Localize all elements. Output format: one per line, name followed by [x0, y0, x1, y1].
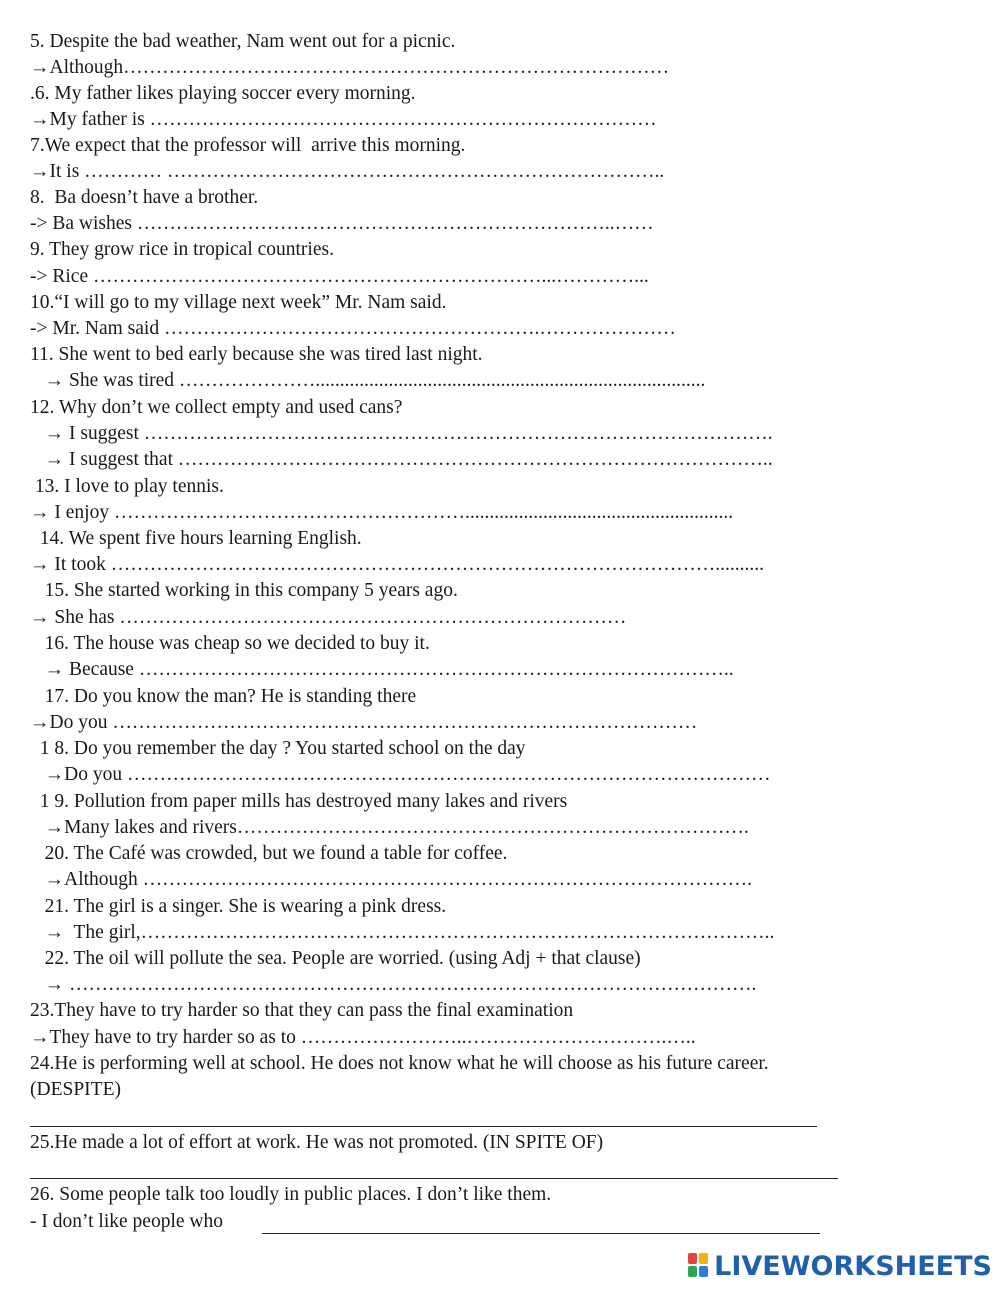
answer-18[interactable]: →Do you ……………………………………………………………………………………… — [30, 764, 771, 785]
question-20: 20. The Café was crowded, but we found a table for coffee. — [30, 843, 508, 864]
answer-21[interactable]: → The girl,…………………………………………………………………………………….. — [30, 922, 775, 943]
question-7: 7.We expect that the professor will arrive this morning. — [30, 135, 466, 156]
question-18: 1 8. Do you remember the day ? You started school on the day — [30, 738, 526, 759]
answer-7[interactable]: →It is ………… ………………………………………………………………….. — [30, 161, 665, 182]
answer-25-blank[interactable] — [30, 1178, 838, 1179]
answer-16[interactable]: → Because ……………………………………………………………………………….. — [30, 659, 734, 680]
question-8: 8. Ba doesn’t have a brother. — [30, 187, 259, 208]
question-24-hint: (DESPITE) — [30, 1079, 121, 1100]
question-5: 5. Despite the bad weather, Nam went out for a picnic. — [30, 31, 456, 52]
answer-26-blank[interactable] — [262, 1233, 820, 1234]
question-11: 11. She went to bed early because she was tired last night. — [30, 344, 483, 365]
question-16: 16. The house was cheap so we decided to buy it. — [30, 633, 430, 654]
answer-13[interactable]: → I enjoy ………………………………………………....................................................... — [30, 502, 734, 523]
answer-9[interactable]: -> Rice ……………………………………………………………...…………... — [30, 266, 649, 287]
question-19: 1 9. Pollution from paper mills has destroyed many lakes and rivers — [30, 791, 568, 812]
question-25: 25.He made a lot of effort at work. He was not promoted. (IN SPITE OF) — [30, 1132, 604, 1153]
answer-17[interactable]: →Do you ……………………………………………………………………………… — [30, 712, 698, 733]
question-26: 26. Some people talk too loudly in public places. I don’t like them. — [30, 1184, 552, 1205]
question-24: 24.He is performing well at school. He does not know what he will choose as his future career. — [30, 1053, 769, 1074]
answer-26-prompt: - I don’t like people who — [30, 1211, 228, 1232]
question-12: 12. Why don’t we collect empty and used cans? — [30, 397, 403, 418]
liveworksheets-logo — [688, 1249, 992, 1283]
answer-6[interactable]: →My father is …………………………………………………………………… — [30, 109, 657, 130]
answer-24-blank[interactable] — [30, 1126, 817, 1127]
answer-15[interactable]: → She has …………………………………………………………………… — [30, 607, 627, 628]
liveworksheets-wordmark: LIVEWORKSHEETS — [714, 1250, 992, 1282]
answer-20[interactable]: →Although …………………………………………………………………………………. — [30, 869, 753, 890]
question-15: 15. She started working in this company 5 years ago. — [30, 580, 458, 601]
answer-22[interactable]: → ……………………………………………………………………………………………. — [30, 974, 757, 995]
answer-8[interactable]: -> Ba wishes ………………………………………………………………..…… — [30, 213, 654, 234]
answer-23[interactable]: →They have to try harder so as to ……………………..………………………….….. — [30, 1027, 696, 1048]
answer-14[interactable]: → It took ………………………………………………………………………………….......... — [30, 554, 764, 575]
question-6: .6. My father likes playing soccer every morning. — [30, 83, 416, 104]
answer-19[interactable]: →Many lakes and rivers……………………………………………………………………. — [30, 817, 749, 838]
answer-10[interactable]: -> Mr. Nam said ………………………………………………….………………… — [30, 318, 676, 339]
liveworksheets-icon — [688, 1253, 710, 1279]
question-13: 13. I love to play tennis. — [30, 476, 224, 497]
question-9: 9. They grow rice in tropical countries. — [30, 239, 334, 260]
question-22: 22. The oil will pollute the sea. People are worried. (using Adj + that clause) — [30, 948, 641, 969]
answer-12b[interactable]: → I suggest that ……………………………………………………………………………….. — [30, 449, 773, 470]
answer-11[interactable]: → She was tired …………………................................................................................ — [30, 370, 706, 391]
question-14: 14. We spent five hours learning English. — [30, 528, 362, 549]
answer-12a[interactable]: → I suggest ……………………………………………………………………………………. — [30, 423, 773, 444]
answer-5[interactable]: →Although………………………………………………………………………… — [30, 57, 670, 78]
question-10: 10.“I will go to my village next week” Mr. Nam said. — [30, 292, 447, 313]
question-17: 17. Do you know the man? He is standing there — [30, 686, 417, 707]
question-21: 21. The girl is a singer. She is wearing a pink dress. — [30, 896, 447, 917]
question-23: 23.They have to try harder so that they can pass the final examination — [30, 1000, 574, 1021]
